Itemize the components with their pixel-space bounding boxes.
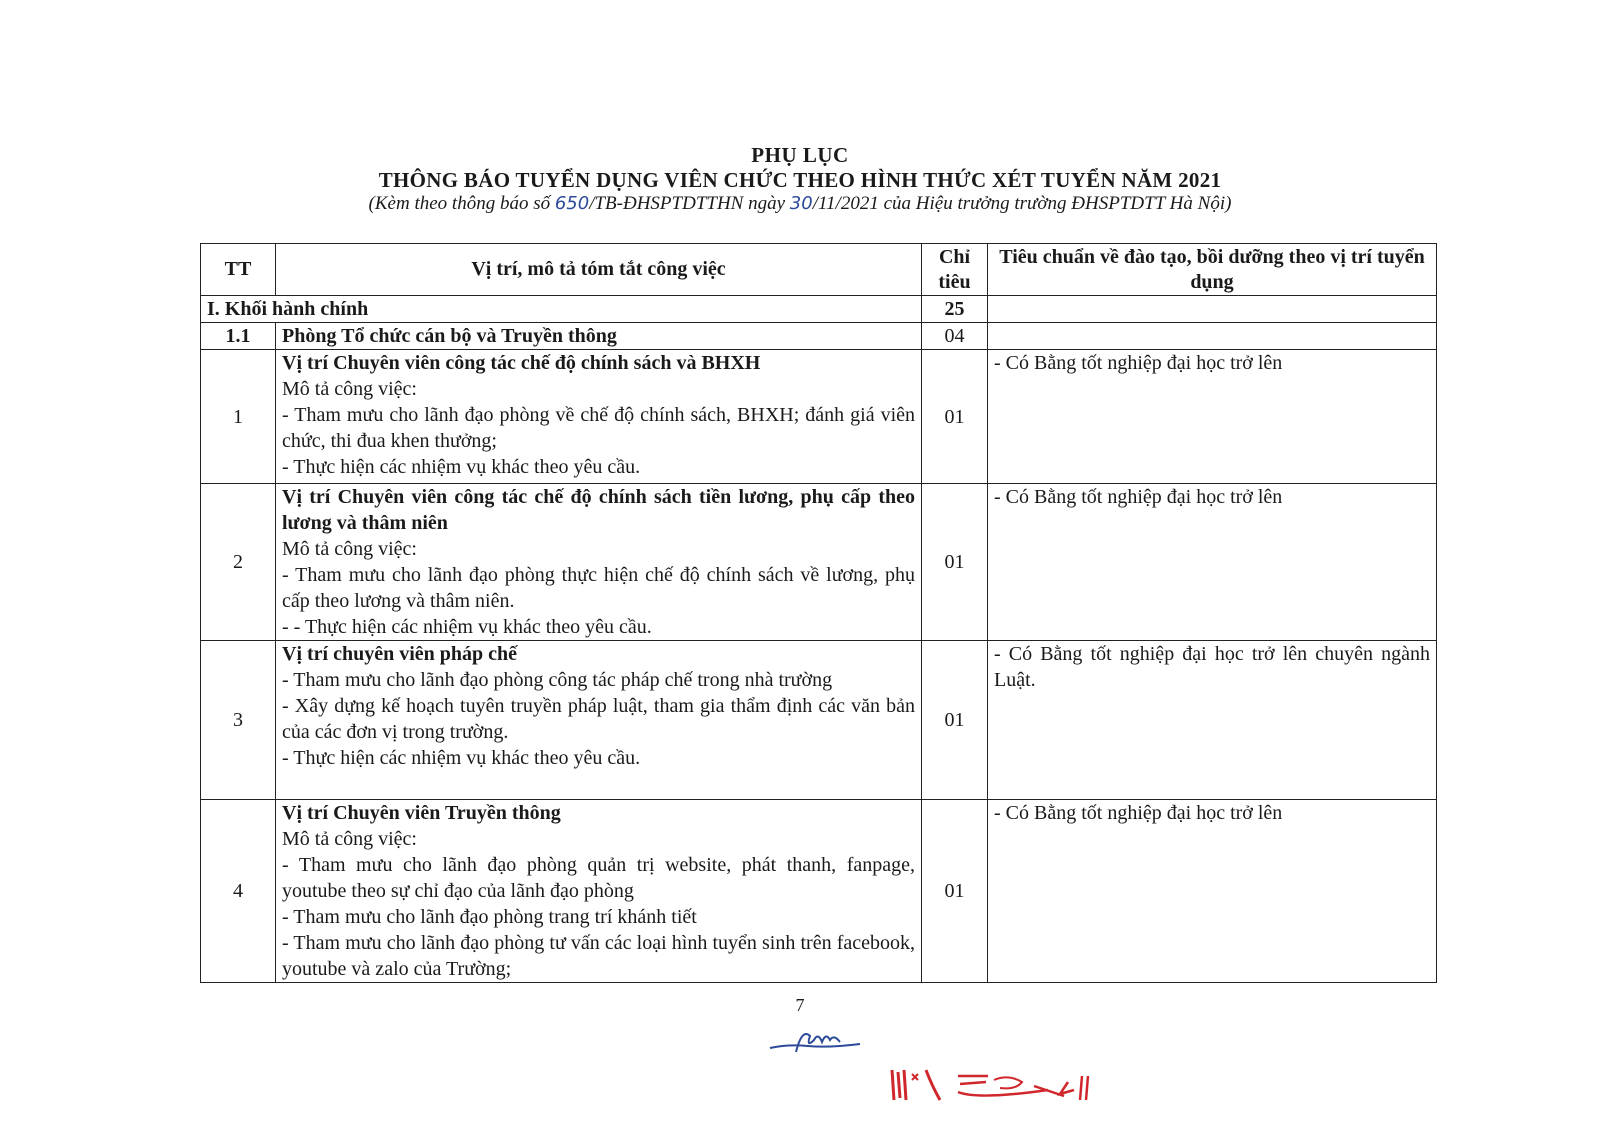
- ref-number-handwritten: 650: [554, 193, 590, 214]
- requirement-text: - Có Bằng tốt nghiệp đại học trở lên: [994, 352, 1283, 374]
- row-quota: 01: [922, 484, 988, 641]
- subsection-standard: [988, 323, 1437, 350]
- header-standard: Tiêu chuẩn về đào tạo, bồi dưỡng theo vị trí tuyển dụng: [988, 244, 1437, 296]
- row-requirement: [988, 800, 1437, 983]
- page-number: 7: [795, 995, 805, 1015]
- ref-prefix: (Kèm theo thông báo số: [368, 193, 555, 214]
- header-quota: Chỉ tiêu: [922, 244, 988, 296]
- row-line: Mô tả công việc:: [282, 828, 417, 850]
- row-description: [276, 641, 922, 800]
- row-line: - Tham mưu cho lãnh đạo phòng về chế độ chính sách, BHXH; đánh giá viên chức, thi đua khen thưởng;: [282, 404, 915, 452]
- row-requirement: [988, 641, 1437, 800]
- row-quota: 01: [922, 800, 988, 983]
- notice-reference: [0, 193, 1600, 215]
- row-line: - Xây dựng kế hoạch tuyên truyền pháp luật, tham gia thẩm định các văn bản của các đơn vị trong trường.: [282, 695, 915, 743]
- row-tt: 1: [201, 350, 276, 484]
- row-line: - Tham mưu cho lãnh đạo phòng thực hiện chế độ chính sách về lương, phụ cấp theo lương và thâm niên.: [282, 564, 915, 612]
- row-line: - Tham mưu cho lãnh đạo phòng công tác pháp chế trong nhà trường: [282, 669, 833, 691]
- row-description: [276, 350, 922, 484]
- row-tt: 3: [201, 641, 276, 800]
- appendix-title: PHỤ LỤC: [751, 143, 849, 167]
- table-header-row: [201, 244, 1437, 296]
- subsection-row: [201, 323, 1437, 350]
- row-line: - Thực hiện các nhiệm vụ khác theo yêu cầu.: [282, 747, 641, 769]
- row-line: - Thực hiện các nhiệm vụ khác theo yêu cầu.: [282, 456, 641, 478]
- header-position: Vị trí, mô tả tóm tắt công việc: [276, 244, 922, 296]
- notice-title: THÔNG BÁO TUYỂN DỤNG VIÊN CHỨC THEO HÌNH THỨC XÉT TUYỂN NĂM 2021: [378, 168, 1222, 192]
- row-line: - Tham mưu cho lãnh đạo phòng tư vấn các loại hình tuyển sinh trên facebook, youtube và zalo của Trường;: [282, 932, 915, 980]
- row-line: - - Thực hiện các nhiệm vụ khác theo yêu cầu.: [282, 616, 652, 638]
- section-label: I. Khối hành chính: [201, 296, 922, 323]
- row-line: - Tham mưu cho lãnh đạo phòng quản trị website, phát thanh, fanpage, youtube theo sự chỉ đạo của lãnh đạo phòng: [282, 854, 915, 902]
- requirement-text: - Có Bằng tốt nghiệp đại học trở lên: [994, 486, 1283, 508]
- row-title: Vị trí Chuyên viên công tác chế độ chính sách và BHXH: [282, 352, 761, 374]
- row-description: [276, 800, 922, 983]
- table-row: [201, 350, 1437, 484]
- recruitment-table: [200, 243, 1437, 983]
- section-quota: 25: [922, 296, 988, 323]
- table-row: [201, 800, 1437, 983]
- row-title: Vị trí Chuyên viên công tác chế độ chính sách tiền lương, phụ cấp theo lương và thâm niên: [282, 486, 915, 534]
- row-line: Mô tả công việc:: [282, 378, 417, 400]
- row-line: Mô tả công việc:: [282, 538, 417, 560]
- red-stamp-mark: [888, 1060, 1093, 1104]
- row-tt: 4: [201, 800, 276, 983]
- subsection-label: Phòng Tổ chức cán bộ và Truyền thông: [276, 323, 922, 350]
- row-title: Vị trí Chuyên viên Truyền thông: [282, 802, 561, 824]
- section-row: [201, 296, 1437, 323]
- header-tt: TT: [201, 244, 276, 296]
- row-quota: 01: [922, 641, 988, 800]
- table-row: [201, 484, 1437, 641]
- requirement-text: - Có Bằng tốt nghiệp đại học trở lên: [994, 802, 1283, 824]
- table-row: [201, 641, 1437, 800]
- row-requirement: [988, 350, 1437, 484]
- row-requirement: [988, 484, 1437, 641]
- subsection-tt: 1.1: [201, 323, 276, 350]
- ref-suffix: /11/2021 của Hiệu trưởng trường ĐHSPTDTT Hà Nội): [812, 193, 1232, 214]
- row-description: [276, 484, 922, 641]
- requirement-text: - Có Bằng tốt nghiệp đại học trở lên chuyên ngành Luật.: [994, 643, 1430, 691]
- subsection-quota: 04: [922, 323, 988, 350]
- row-tt: 2: [201, 484, 276, 641]
- row-line: - Tham mưu cho lãnh đạo phòng trang trí khánh tiết: [282, 906, 697, 928]
- ref-day-handwritten: 30: [789, 193, 813, 214]
- row-quota: 01: [922, 350, 988, 484]
- row-title: Vị trí chuyên viên pháp chế: [282, 643, 518, 665]
- ref-middle: /TB-ĐHSPTDTTHN ngày: [589, 193, 790, 214]
- section-standard: [988, 296, 1437, 323]
- signature-mark: [768, 1018, 866, 1058]
